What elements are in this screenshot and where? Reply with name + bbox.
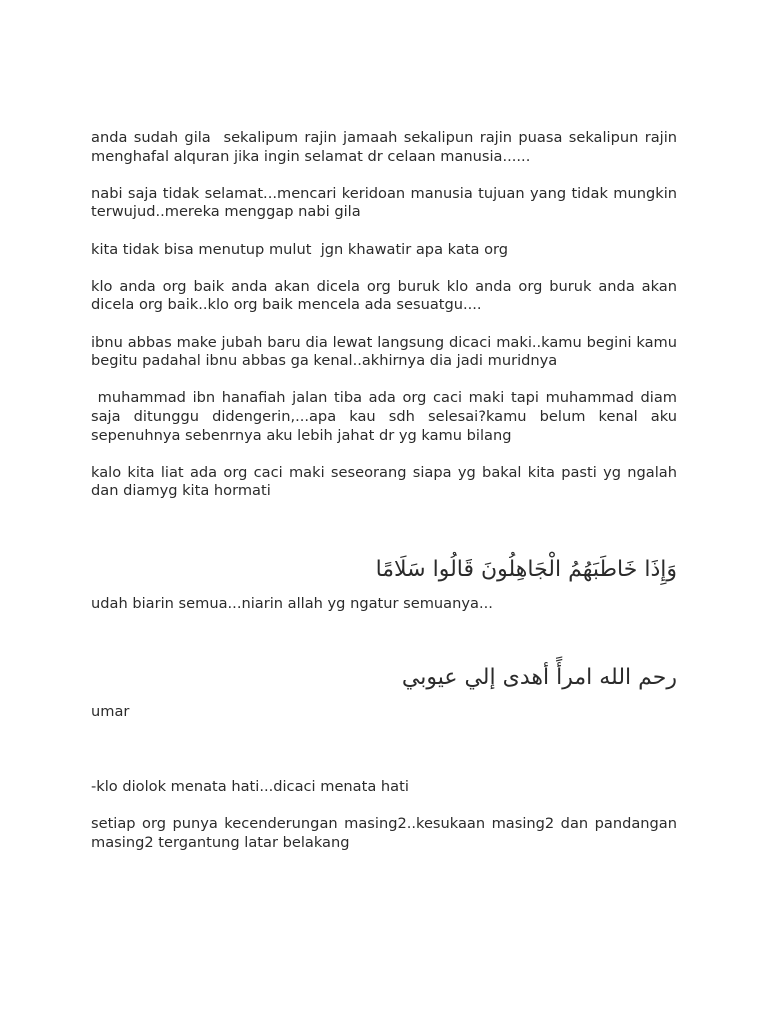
spacer: [91, 693, 677, 703]
paragraph-1: anda sudah gila sekalipum rajin jamaah sekalipun rajin puasa sekalipun rajin menghafal alquran jika ingin selamat dr celaan manusia......: [91, 129, 682, 165]
paragraph-9: umar: [91, 702, 130, 720]
spacer: [91, 740, 677, 778]
paragraph-3: kita tidak bisa menutup mulut jgn khawatir apa kata org: [91, 240, 509, 258]
paragraph-8: udah biarin semua...niarin allah yg ngatur semuanya...: [91, 595, 493, 613]
paragraph-11: setiap org punya kecenderungan masing2..kesukaan masing2 dan pandangan masing2 tergantung latar belakang: [91, 815, 682, 851]
spacer: [91, 519, 677, 555]
spacer: [91, 585, 677, 595]
paragraph-10: -klo diolok menata hati...dicaci menata hati: [91, 777, 409, 795]
paragraph-7: kalo kita liat ada org caci maki seseorang siapa yg bakal kita pasti yg ngalah dan diamyg kita hormati: [91, 463, 682, 500]
document-page: [91, 129, 682, 871]
paragraph-4: klo anda org baik anda akan dicela org buruk klo anda org buruk anda akan dicela org baik..klo org baik mencela ada sesuatgu....: [91, 277, 682, 314]
arabic-verse: وَإِذَا خَاطَبَهُمُ الْجَاهِلُونَ قَالُوا سَلَامًا: [375, 557, 677, 583]
paragraph-6: muhammad ibn hanafiah jalan tiba ada org caci maki tapi muhammad diam saja ditunggu didengerin,...apa kau sdh selesai?kamu belum kenal aku sepenuhnya sebenrnya aku lebih jahat dr yg kamu bilang: [91, 389, 682, 444]
paragraph-5: ibnu abbas make jubah baru dia lewat langsung dicaci maki..kamu begini kamu begitu padahal ibnu abbas ga kenal..akhirnya dia jadi muridnya: [91, 333, 682, 370]
spacer: [91, 633, 677, 663]
arabic-quote: رحم الله امرأً أهدى إلي عيوبي: [401, 664, 677, 690]
paragraph-2: nabi saja tidak selamat...mencari keridoan manusia tujuan yang tidak mungkin terwujud..mereka menggap nabi gila: [91, 184, 682, 221]
